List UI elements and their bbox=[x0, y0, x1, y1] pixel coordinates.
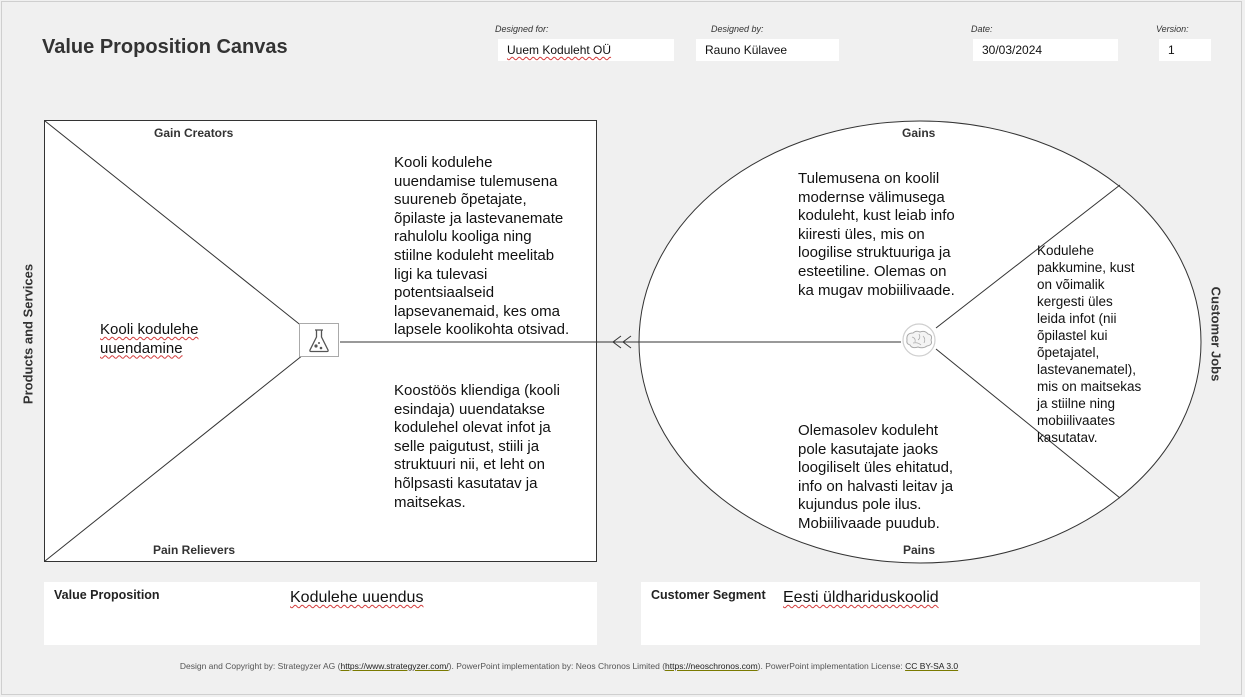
customer-jobs-line: on võimalik bbox=[1037, 277, 1105, 292]
customer-jobs-line: kergesti üles bbox=[1037, 294, 1113, 309]
gains-line: esteetiline. Olemas on bbox=[798, 262, 947, 280]
customer-segment-label: Customer Segment bbox=[651, 588, 766, 602]
neoschronos-link[interactable]: https://neoschronos.com bbox=[665, 661, 758, 671]
products-line: Kooli kodulehe bbox=[100, 321, 199, 338]
customer-jobs-line: pakkumine, kust bbox=[1037, 260, 1135, 275]
gain-creators-divider bbox=[45, 121, 303, 327]
gains-line: ka mugav mobiilivaade. bbox=[798, 281, 955, 299]
customer-jobs-line: lastevanematel), bbox=[1037, 362, 1137, 377]
date-field[interactable]: 30/03/2024 bbox=[973, 39, 1118, 61]
gain-creators-line: lapsele koolikohta otsivad. bbox=[394, 321, 570, 339]
customer-jobs-line: mobiilivaates bbox=[1037, 413, 1116, 428]
gain-creators-line: rahulolu kooliga ning bbox=[394, 228, 532, 246]
gains-line: koduleht, kust leiab info bbox=[798, 207, 955, 225]
pains-line: loogiliselt üles ehitatud, bbox=[798, 459, 954, 477]
version-label: Version: bbox=[1156, 24, 1189, 34]
customer-jobs-line: ja stiilne ning bbox=[1037, 396, 1116, 411]
designed-for-label: Designed for: bbox=[495, 24, 549, 34]
customer-jobs-line: õpilastel kui bbox=[1037, 328, 1108, 343]
brain-icon bbox=[899, 323, 939, 357]
date-label: Date: bbox=[971, 24, 993, 34]
footer-credits bbox=[0, 661, 1138, 671]
strategyzer-link[interactable]: https://www.strategyzer.com/ bbox=[340, 661, 449, 671]
pains-line: Olemasolev koduleht bbox=[798, 422, 939, 439]
page-title: Value Proposition Canvas bbox=[42, 36, 288, 58]
gains-text[interactable] bbox=[798, 170, 955, 300]
gains-line: loogilise struktuuriga ja bbox=[798, 244, 951, 262]
designed-for-value: Uuem Koduleht OÜ bbox=[507, 43, 612, 57]
customer-jobs-line: mis on maitsekas bbox=[1037, 379, 1142, 394]
value-proposition-value[interactable]: Kodulehe uuendus bbox=[290, 589, 424, 606]
license-link[interactable]: CC BY-SA 3.0 bbox=[905, 661, 959, 671]
version-field[interactable]: 1 bbox=[1159, 39, 1211, 61]
designed-by-field[interactable]: Rauno Külavee bbox=[696, 39, 839, 61]
customer-jobs-line: leida infot (nii bbox=[1037, 311, 1117, 326]
products-line: uuendamine bbox=[100, 339, 183, 357]
gain-creators-line: ligi ka tulevasi bbox=[394, 265, 488, 283]
pain-relievers-line: maitsekas. bbox=[394, 493, 466, 511]
products-services-label: Products and Services bbox=[20, 263, 36, 405]
flask-icon bbox=[299, 323, 339, 357]
pain-relievers-divider bbox=[45, 355, 303, 561]
pains-line: pole kasutajate jaoks bbox=[798, 440, 939, 458]
customer-jobs-line: Kodulehe bbox=[1037, 243, 1095, 258]
designed-by-label: Designed by: bbox=[711, 24, 764, 34]
pain-relievers-label: Pain Relievers bbox=[153, 543, 236, 557]
gains-label: Gains bbox=[902, 126, 936, 140]
pain-relievers-line: esindaja) uuendatakse bbox=[394, 400, 545, 418]
footer-suffix: ). PowerPoint implementation License: bbox=[757, 661, 906, 671]
customer-jobs-line: õpetajatel, bbox=[1037, 345, 1100, 360]
footer-prefix: Design and Copyright by: Strategyzer AG ( bbox=[179, 661, 341, 671]
pain-relievers-line: kodulehel olevat infot ja bbox=[394, 419, 551, 437]
gains-line: kiiresti üles, mis on bbox=[798, 225, 925, 243]
gain-creators-line: Kooli kodulehe bbox=[394, 154, 493, 171]
pain-relievers-line: struktuuri nii, et leht on bbox=[394, 456, 545, 474]
gain-creators-line: uuendamise tulemusena bbox=[394, 172, 558, 190]
gain-creators-line: suureneb õpetajate, bbox=[394, 191, 527, 209]
pains-line: Mobiilivaade puudub. bbox=[798, 514, 940, 532]
customer-jobs-text[interactable] bbox=[1037, 242, 1141, 446]
customer-jobs-label: Customer Jobs bbox=[1208, 286, 1224, 382]
pain-relievers-text[interactable] bbox=[394, 382, 560, 512]
gain-creators-line: õpilaste ja lastevanemate bbox=[394, 209, 564, 227]
pains-label: Pains bbox=[903, 543, 936, 557]
gain-creators-line: lapsevanemaid, kes oma bbox=[394, 302, 560, 320]
gain-creators-text[interactable] bbox=[394, 154, 569, 340]
pain-relievers-line: Koostöös kliendiga (kooli bbox=[394, 382, 560, 399]
gain-creators-line: stiilne koduleht meelitab bbox=[394, 246, 555, 264]
gains-line: Tulemusena on koolil bbox=[798, 170, 940, 187]
gains-line: modernse välimusega bbox=[798, 188, 945, 206]
customer-segment-value[interactable]: Eesti üldhariduskoolid bbox=[783, 589, 939, 606]
pains-text[interactable] bbox=[798, 422, 953, 534]
footer-middle: ). PowerPoint implementation by: Neos Chronos Limited ( bbox=[448, 661, 666, 671]
gain-creators-line: potentsiaalseid bbox=[394, 284, 495, 302]
pains-line: info on halvasti leitav ja bbox=[798, 477, 954, 495]
products-services-text[interactable] bbox=[100, 321, 198, 358]
customer-jobs-line: kasutatav. bbox=[1037, 430, 1098, 445]
pain-relievers-line: selle paigutust, stiili ja bbox=[394, 437, 540, 455]
gain-creators-label: Gain Creators bbox=[154, 126, 234, 140]
pains-line: kujundus pole ilus. bbox=[798, 496, 922, 514]
pain-relievers-line: hõlpsasti kasutatav ja bbox=[394, 474, 538, 492]
value-proposition-label: Value Proposition bbox=[54, 588, 160, 602]
